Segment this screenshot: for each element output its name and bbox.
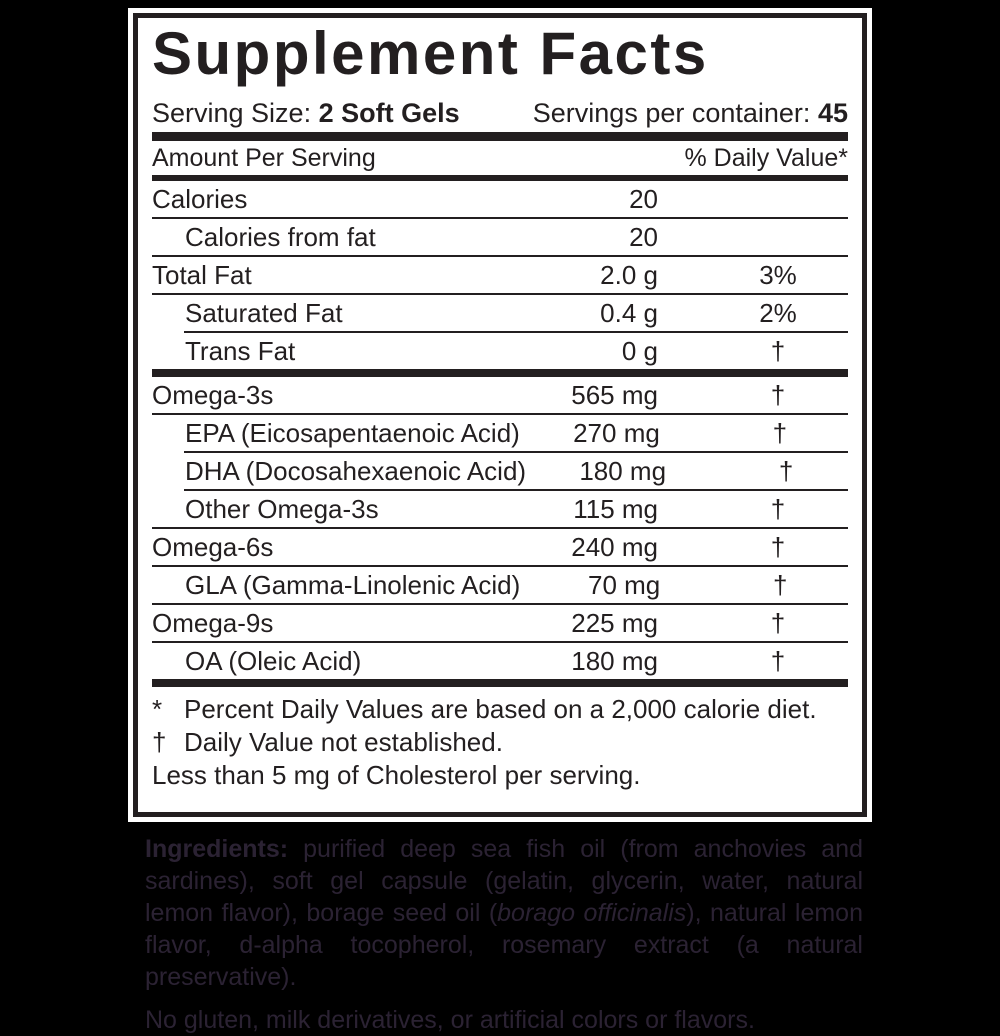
nutrient-row-dha xyxy=(152,453,848,489)
amount-per-serving-header: Amount Per Serving xyxy=(152,143,376,172)
nutrient-row-omega-6s xyxy=(152,529,848,565)
thick-rule xyxy=(152,132,848,141)
nutrient-amount: 20 xyxy=(629,183,658,214)
thick-rule xyxy=(152,679,848,687)
nutrient-name: EPA (Eicosapentaenoic Acid) xyxy=(185,417,520,448)
ingredients-text-1: purified deep sea fish oil (from anchovies and sardines), soft gel capsule (gelatin, glycerin, water, natural lemon flavor), borage seed oil ( xyxy=(145,835,863,927)
footnote-text: Less than 5 mg of Cholesterol per serving. xyxy=(152,760,641,790)
nutrient-row-total-fat xyxy=(152,257,848,293)
nutrient-dv: † xyxy=(770,379,786,410)
servings-per-container-label: Servings per container: xyxy=(532,98,811,128)
nutrient-amount: 20 xyxy=(629,221,658,252)
nutrient-name: GLA (Gamma-Linolenic Acid) xyxy=(185,569,521,600)
ingredients-text-2: ), natural lemon flavor, d-alpha tocopherol, rosemary extract (a natural preservative). xyxy=(145,899,863,991)
nutrient-name: Calories xyxy=(152,183,248,214)
nutrient-row-calories xyxy=(152,181,848,217)
nutrient-dv: † xyxy=(770,335,786,366)
nutrient-name: Omega-6s xyxy=(152,531,274,562)
nutrient-name: Omega-9s xyxy=(152,607,274,638)
nutrient-amount: 180 mg xyxy=(571,645,658,676)
footnote-daily-values xyxy=(152,693,848,726)
nutrient-dv: † xyxy=(772,417,788,448)
nutrient-row-trans-fat xyxy=(152,333,848,369)
nutrient-dv: 2% xyxy=(759,297,797,328)
nutrient-dv: † xyxy=(773,569,788,600)
nutrient-name: DHA (Docosahexaenoic Acid) xyxy=(185,455,527,486)
nutrient-row-omega-9s xyxy=(152,605,848,641)
nutrient-name: Omega-3s xyxy=(152,379,274,410)
nutrient-amount: 70 mg xyxy=(587,569,661,600)
footnote-daily-value-not-established xyxy=(152,726,848,759)
supplement-facts-panel xyxy=(128,8,872,822)
nutrient-dv: † xyxy=(770,531,786,562)
nutrient-name: Trans Fat xyxy=(185,335,296,366)
serving-row xyxy=(152,97,848,129)
ingredients-lead: Ingredients: xyxy=(145,835,289,863)
nutrient-amount: 0.4 g xyxy=(600,297,658,328)
nutrient-amount: 240 mg xyxy=(571,531,658,562)
nutrient-row-oa xyxy=(152,643,848,679)
thick-rule xyxy=(152,369,848,377)
servings-per-container xyxy=(533,97,848,129)
asterisk-symbol: * xyxy=(152,694,163,724)
nutrient-dv: † xyxy=(770,645,786,676)
nutrient-row-other-omega-3s xyxy=(152,491,848,527)
nutrient-amount: 270 mg xyxy=(573,417,660,448)
panel-content xyxy=(138,18,862,812)
serving-size-label: Serving Size: xyxy=(152,98,312,128)
serving-size-value: 2 Soft Gels xyxy=(318,98,460,128)
dagger-symbol: † xyxy=(152,727,167,757)
nutrient-amount: 180 mg xyxy=(579,455,667,486)
nutrient-dv: 3% xyxy=(759,259,797,290)
nutrient-name: OA (Oleic Acid) xyxy=(185,645,362,676)
column-header-row xyxy=(152,141,848,175)
ingredients-section xyxy=(145,833,863,1036)
footnote-cholesterol xyxy=(152,759,848,792)
panel-border xyxy=(133,13,867,817)
servings-per-container-value: 45 xyxy=(817,98,848,128)
nutrient-row-epa xyxy=(152,415,848,451)
nutrient-name: Calories from fat xyxy=(185,221,376,252)
nutrient-amount: 225 mg xyxy=(571,607,658,638)
nutrient-row-omega-3s xyxy=(152,377,848,413)
nutrient-dv: † xyxy=(778,455,794,486)
panel-title: Supplement Facts xyxy=(152,20,709,87)
ingredients-paragraph xyxy=(145,833,863,993)
nutrient-amount: 565 mg xyxy=(571,379,658,410)
nutrient-row-gla xyxy=(152,567,848,603)
serving-size xyxy=(152,97,460,129)
ingredients-latin-name: borago officinalis xyxy=(497,899,687,927)
nutrient-amount: 115 mg xyxy=(573,493,658,524)
footnote-text: Percent Daily Values are based on a 2,000 calorie diet. xyxy=(184,694,817,724)
allergen-note: No gluten, milk derivatives, or artificial colors or flavors. xyxy=(145,1006,755,1034)
nutrient-amount: 2.0 g xyxy=(600,259,658,290)
nutrient-amount: 0 g xyxy=(621,335,658,366)
daily-value-header: % Daily Value* xyxy=(684,143,848,172)
nutrient-name: Total Fat xyxy=(152,259,252,290)
nutrient-name: Saturated Fat xyxy=(185,297,343,328)
nutrient-row-calories-from-fat xyxy=(152,219,848,255)
nutrient-row-saturated-fat xyxy=(152,295,848,331)
footnote-text: Daily Value not established. xyxy=(184,727,503,757)
nutrient-name: Other Omega-3s xyxy=(185,493,379,524)
footnotes xyxy=(152,693,848,792)
nutrient-dv: † xyxy=(770,493,786,524)
nutrient-dv: † xyxy=(770,607,786,638)
